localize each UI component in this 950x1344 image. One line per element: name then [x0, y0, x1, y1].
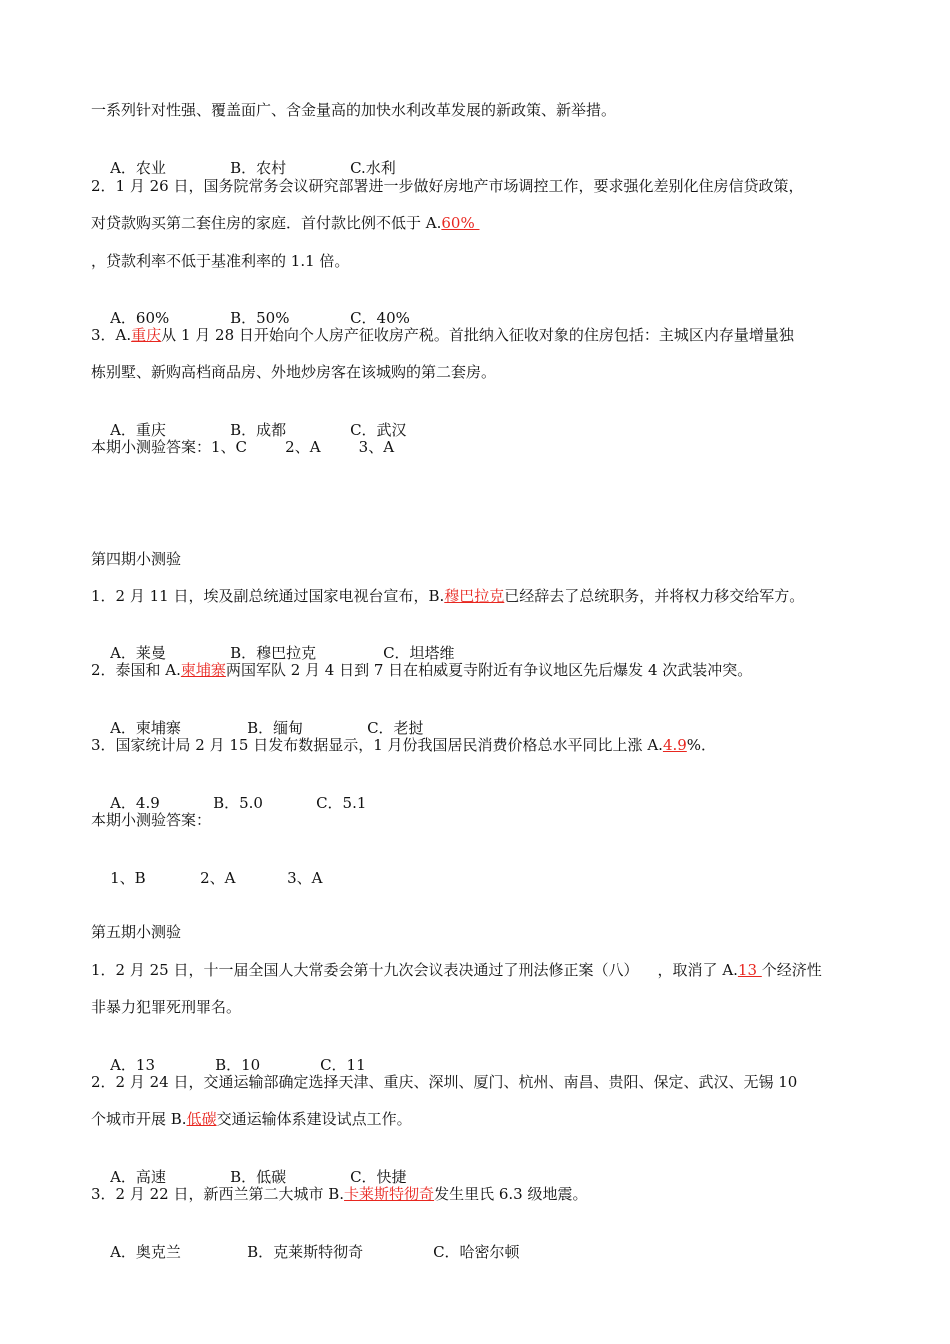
question-text: 1．2 月 25 日，十一届全国人大常委会第十九次会议表决通过了刑法修正案（八） ，取消了 A. — [91, 961, 738, 979]
option: C．武汉 — [350, 421, 407, 439]
answer-highlight: 穆巴拉克 — [444, 587, 505, 605]
option: B．克莱斯特彻奇 — [247, 1243, 364, 1261]
question-text: %． — [686, 736, 717, 754]
answer-key-label: 本期小测验答案： — [91, 811, 212, 829]
question-text: 3．A. — [91, 326, 132, 344]
option: B．5.0 — [213, 794, 263, 812]
question-text: 3．国家统计局 2 月 15 日发布数据显示，1 月份我国居民消费价格总水平同比上涨 A. — [91, 736, 663, 754]
option: B．低碳 — [230, 1168, 287, 1186]
option: C．哈密尔顿 — [433, 1243, 520, 1261]
option: A．农业 — [110, 159, 166, 177]
question-line: 2．1 月 26 日，国务院常务会议研究部署进一步做好房地产市场调控工作，要求强化差别化住房信贷政策， — [91, 177, 804, 195]
option: A．奥克兰 — [110, 1243, 181, 1261]
option: C．老挝 — [367, 719, 424, 737]
question-text: 两国军队 2 月 4 日到 7 日在柏威夏寺附近有争议地区先后爆发 4 次武装冲突。 — [225, 661, 753, 679]
text-line: 栋别墅、新购高档商品房、外地炒房客在该城购的第二套房。 — [91, 363, 497, 381]
question-text: 对贷款购买第二套住房的家庭．首付款比例不低于 A. — [91, 214, 442, 232]
text-line: 一系列针对性强、覆盖面广、含金量高的加快水利改革发展的新政策、新举措。 — [91, 101, 617, 119]
question-line — [91, 660, 752, 680]
section-heading: 第五期小测验 — [91, 923, 182, 941]
question-text: 3．2 月 22 日，新西兰第二大城市 B. — [91, 1185, 345, 1203]
question-line — [91, 735, 716, 755]
answer-key: 本期小测验答案：1、C 2、A 3、A — [91, 438, 395, 456]
option: B．成都 — [230, 421, 287, 439]
answer-highlight: 柬埔寨 — [180, 661, 226, 679]
text-line: 非暴力犯罪死刑罪名。 — [91, 998, 242, 1016]
question-text: 个经济性 — [761, 961, 822, 979]
option: A．柬埔寨 — [110, 719, 181, 737]
question-line — [91, 1109, 412, 1129]
option: A．莱曼 — [110, 644, 166, 662]
option: C．40% — [350, 309, 410, 327]
question-line — [91, 586, 804, 606]
option: A．13 — [110, 1056, 155, 1074]
question-text: 2．泰国和 A. — [91, 661, 181, 679]
question-text: 1．2 月 11 日，埃及副总统通过国家电视台宣布，B. — [91, 587, 445, 605]
option: B．缅甸 — [247, 719, 304, 737]
answer-highlight: 低碳 — [186, 1110, 217, 1128]
section-heading: 第四期小测验 — [91, 550, 182, 568]
option: C．坦塔维 — [383, 644, 455, 662]
option: A．60% — [110, 309, 170, 327]
answer-highlight: 4.9 — [662, 736, 687, 754]
answer-highlight: 卡莱斯特彻奇 — [344, 1185, 435, 1203]
question-line — [91, 325, 794, 345]
answer-highlight: 13 — [737, 961, 762, 979]
question-line — [91, 213, 479, 233]
answer-item: 2、A — [200, 869, 236, 887]
option: A．4.9 — [110, 794, 160, 812]
answer-highlight: 重庆 — [131, 326, 162, 344]
question-text: 已经辞去了总统职务，并将权力移交给军方。 — [504, 587, 805, 605]
answer-item: 1、B — [110, 869, 146, 887]
option: C．5.1 — [316, 794, 367, 812]
answer-highlight: 60% — [441, 214, 480, 232]
option: B．10 — [215, 1056, 261, 1074]
option: A．高速 — [110, 1168, 166, 1186]
options-line — [91, 1222, 520, 1282]
option: A．重庆 — [110, 421, 166, 439]
question-line — [91, 1184, 587, 1204]
question-line: 2．2 月 24 日，交通运输部确定选择天津、重庆、深圳、厦门、杭州、南昌、贵阳、保定、武汉、无锡 10 — [91, 1073, 798, 1091]
question-text: 从 1 月 28 日开始向个人房产征收房产税。首批纳入征收对象的住房包括：主城区内存量增量独 — [161, 326, 794, 344]
option: C．快捷 — [350, 1168, 407, 1186]
option: C.水利 — [350, 159, 396, 177]
option: B．农村 — [230, 159, 287, 177]
option: B．50% — [230, 309, 290, 327]
option: C．11 — [320, 1056, 366, 1074]
answer-key — [91, 848, 322, 908]
option: B．穆巴拉克 — [230, 644, 317, 662]
question-text: 交通运输体系建设试点工作。 — [216, 1110, 412, 1128]
question-text: 发生里氏 6.3 级地震。 — [434, 1185, 588, 1203]
answer-item: 3、A — [287, 869, 323, 887]
question-text: 个城市开展 B. — [91, 1110, 187, 1128]
question-line — [91, 960, 822, 980]
text-line: ，贷款利率不低于基准利率的 1.1 倍。 — [91, 252, 350, 270]
